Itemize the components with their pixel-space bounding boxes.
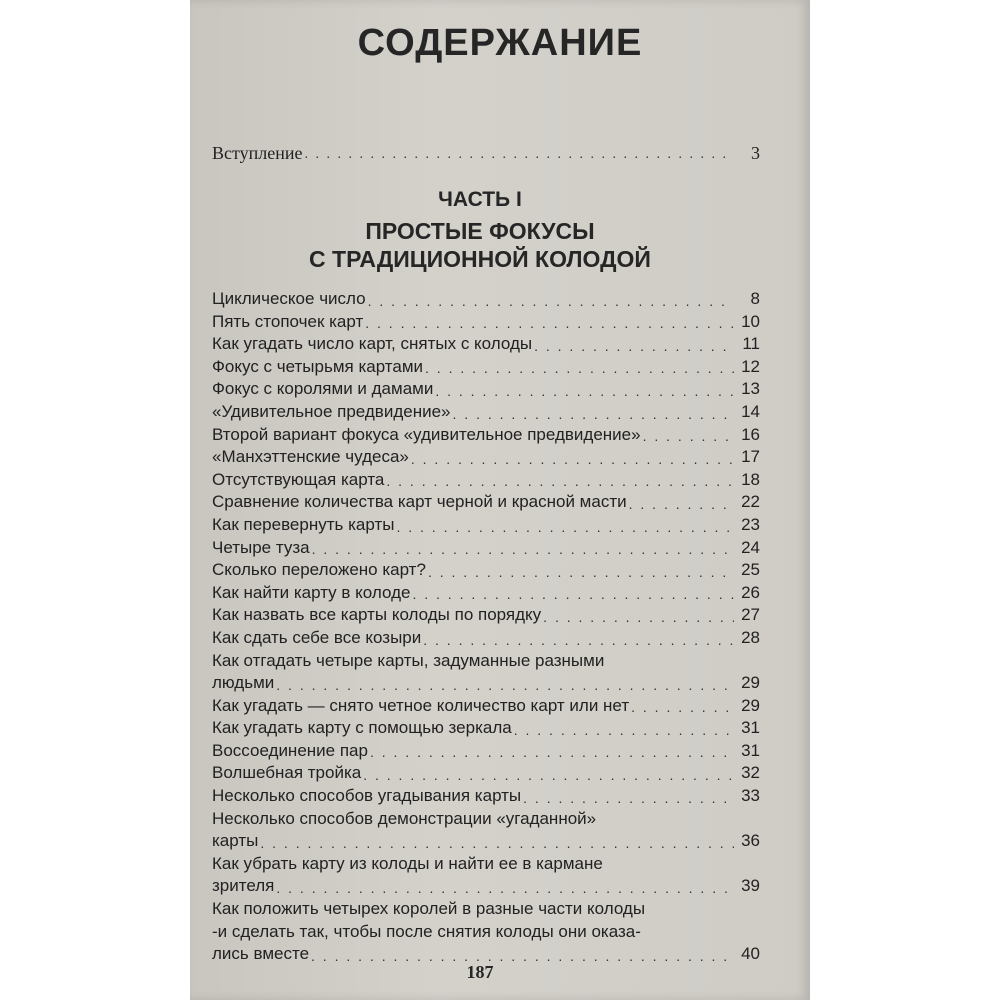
toc-row xyxy=(212,740,760,763)
toc-entry-label: Сравнение количества карт черной и красной масти xyxy=(212,492,627,512)
dot-leader xyxy=(370,742,734,762)
toc-entry xyxy=(212,401,760,424)
toc-entry-page: 13 xyxy=(741,379,760,399)
dot-leader xyxy=(363,765,734,785)
toc-entry-label: Фокус с королями и дамами xyxy=(212,379,434,399)
toc-row xyxy=(212,627,760,650)
dot-leader xyxy=(411,449,734,469)
toc-entry-label-line: Несколько способов демонстрации «угаданной» xyxy=(212,808,597,828)
toc-row xyxy=(212,491,760,514)
toc-entry-page: 27 xyxy=(741,605,760,625)
toc-row xyxy=(212,142,760,165)
dot-leader xyxy=(435,381,734,401)
toc-row xyxy=(212,537,760,560)
toc-entry-page: 26 xyxy=(741,582,760,602)
toc-entry xyxy=(212,537,760,560)
toc-row xyxy=(212,672,760,695)
toc-row xyxy=(212,830,760,853)
toc-entry-page: 10 xyxy=(741,311,760,331)
toc-row xyxy=(212,424,760,447)
toc-row xyxy=(212,356,760,379)
toc-row xyxy=(212,559,760,582)
toc-entry-page: 28 xyxy=(741,627,760,647)
dot-leader xyxy=(514,720,734,740)
toc-entry xyxy=(212,762,760,785)
toc-entry-label: Фокус с четырьмя картами xyxy=(212,356,424,376)
toc-entry xyxy=(212,446,760,469)
toc-entry xyxy=(212,582,760,605)
toc-entry xyxy=(212,604,760,627)
toc-entry-label: Четыре туза xyxy=(212,537,310,557)
toc-row xyxy=(212,514,760,537)
toc-entry-label: Как найти карту в колоде xyxy=(212,582,411,602)
toc-row xyxy=(212,311,760,334)
toc-row xyxy=(212,582,760,605)
toc-entry-page: 8 xyxy=(750,289,760,308)
toc-entry xyxy=(212,559,760,582)
toc-entry-label-line: Как положить четырех королей в разные части колоды xyxy=(212,899,646,919)
toc-entry-label: Несколько способов угадывания карты xyxy=(212,786,522,806)
toc-entry xyxy=(212,717,760,740)
dot-leader xyxy=(425,358,734,378)
part-number: ЧАСТЬ I xyxy=(438,188,522,211)
dot-leader xyxy=(365,313,734,333)
dot-leader xyxy=(260,833,734,853)
book-page xyxy=(190,0,810,1000)
dot-leader xyxy=(304,145,734,165)
dot-leader xyxy=(412,584,734,604)
toc-entry-page: 36 xyxy=(741,831,760,851)
toc-row xyxy=(212,695,760,718)
toc-row xyxy=(212,717,760,740)
toc-entry xyxy=(212,378,760,401)
toc-row xyxy=(212,378,760,401)
toc-entry-page: 31 xyxy=(741,718,760,738)
toc-entry-page: 14 xyxy=(741,401,760,421)
toc-entry-label: Как угадать карту с помощью зеркала xyxy=(212,718,512,738)
toc-entry-page: 33 xyxy=(741,786,760,806)
toc-entry xyxy=(212,469,760,492)
toc-entry xyxy=(212,514,760,537)
toc-entry xyxy=(212,650,760,695)
toc-entry-label: Сколько переложено карт? xyxy=(212,560,426,580)
toc-entry xyxy=(212,695,760,718)
toc-row xyxy=(212,446,760,469)
toc-entry xyxy=(212,424,760,447)
toc-entry-page: 29 xyxy=(741,673,760,693)
toc-entry-intro xyxy=(212,142,760,165)
toc-entry-page: 16 xyxy=(741,424,760,444)
toc-entry-page: 25 xyxy=(741,560,760,580)
toc-entry-page: 11 xyxy=(742,334,760,354)
page-number: 187 xyxy=(466,962,494,982)
toc-entry-label: Как угадать — снято четное количество карт или нет xyxy=(212,695,630,715)
toc-entry-page: 22 xyxy=(741,492,760,512)
toc-row xyxy=(212,604,760,627)
toc-entry-label: «Удивительное предвидение» xyxy=(212,401,451,421)
dot-leader xyxy=(453,404,734,424)
toc-entry-label-line: Как отгадать четыре карты, задуманные разными xyxy=(212,650,605,670)
toc-row xyxy=(212,401,760,424)
toc-entry xyxy=(212,740,760,763)
dot-leader xyxy=(368,291,734,311)
toc-entry-label: людьми xyxy=(212,673,275,693)
dot-leader xyxy=(423,630,734,650)
toc-entry-label: «Манхэттенские чудеса» xyxy=(212,447,409,467)
toc-entry-label: Пять стопочек карт xyxy=(212,311,364,331)
toc-entry-label: Воссоединение пар xyxy=(212,740,368,760)
toc-entry-page: 40 xyxy=(741,944,760,964)
part-title-line1: ПРОСТЫЕ ФОКУСЫ xyxy=(365,218,595,244)
toc-row xyxy=(212,333,760,356)
toc-entry-page: 32 xyxy=(741,763,760,783)
toc-entry xyxy=(212,808,760,853)
toc-entry-label: Вступление xyxy=(212,143,303,163)
dot-leader xyxy=(543,607,734,627)
dot-leader xyxy=(276,675,734,695)
dot-leader xyxy=(629,494,734,514)
toc-entry-page: 24 xyxy=(741,537,760,557)
toc-entry-page: 17 xyxy=(741,447,760,467)
toc-entry-label: Как назвать все карты колоды по порядку xyxy=(212,605,542,625)
dot-leader xyxy=(386,471,734,491)
toc-entry-page: 29 xyxy=(741,695,760,715)
toc-entry-label: Как угадать число карт, снятых с колоды xyxy=(212,334,533,354)
toc-entry xyxy=(212,785,760,808)
toc-entry xyxy=(212,333,760,356)
dot-leader xyxy=(631,697,734,717)
toc-entry xyxy=(212,627,760,650)
toc-row xyxy=(212,469,760,492)
toc-entry-label: Волшебная тройка xyxy=(212,763,362,783)
toc-entry xyxy=(212,898,760,966)
toc-row xyxy=(212,785,760,808)
toc-entry xyxy=(212,311,760,334)
toc-row xyxy=(212,288,760,311)
toc-entry-label: карты xyxy=(212,831,259,851)
toc-entry-label-line: -и сделать так, чтобы после снятия колоды они оказа- xyxy=(212,921,641,941)
toc-row xyxy=(212,762,760,785)
toc-row xyxy=(212,875,760,898)
toc-entry-page: 23 xyxy=(741,514,760,534)
toc-entry-label: Как сдать себе все козыри xyxy=(212,627,422,647)
toc-entry xyxy=(212,288,760,311)
dot-leader xyxy=(428,562,734,582)
toc-entry-page: 31 xyxy=(741,740,760,760)
toc-entry-label: Отсутствующая карта xyxy=(212,469,385,489)
dot-leader xyxy=(312,539,734,559)
toc-entry-page: 12 xyxy=(741,356,760,376)
toc-entry-label: Второй вариант фокуса «удивительное предвидение» xyxy=(212,424,641,444)
page-title: СОДЕРЖАНИЕ xyxy=(357,22,643,64)
toc-entry-page: 39 xyxy=(741,876,760,896)
dot-leader xyxy=(643,426,734,446)
toc-entry-label: лись вместе xyxy=(212,944,310,964)
toc-entry xyxy=(212,491,760,514)
part-title-line2: С ТРАДИЦИОННОЙ КОЛОДОЙ xyxy=(309,246,651,272)
toc-entry-label: Как перевернуть карты xyxy=(212,514,395,534)
dot-leader xyxy=(276,878,734,898)
toc-entry-label: зрителя xyxy=(212,876,275,896)
dot-leader xyxy=(396,517,734,537)
toc-entry xyxy=(212,356,760,379)
toc-entry-label-line: Как убрать карту из колоды и найти ее в кармане xyxy=(212,853,603,873)
table-of-contents xyxy=(212,288,760,966)
toc-entry xyxy=(212,853,760,898)
toc-entry-label: Циклическое число xyxy=(212,289,366,308)
dot-leader xyxy=(523,788,734,808)
toc-entry-page: 3 xyxy=(751,143,760,163)
toc-entry-page: 18 xyxy=(741,469,760,489)
dot-leader xyxy=(534,336,734,356)
